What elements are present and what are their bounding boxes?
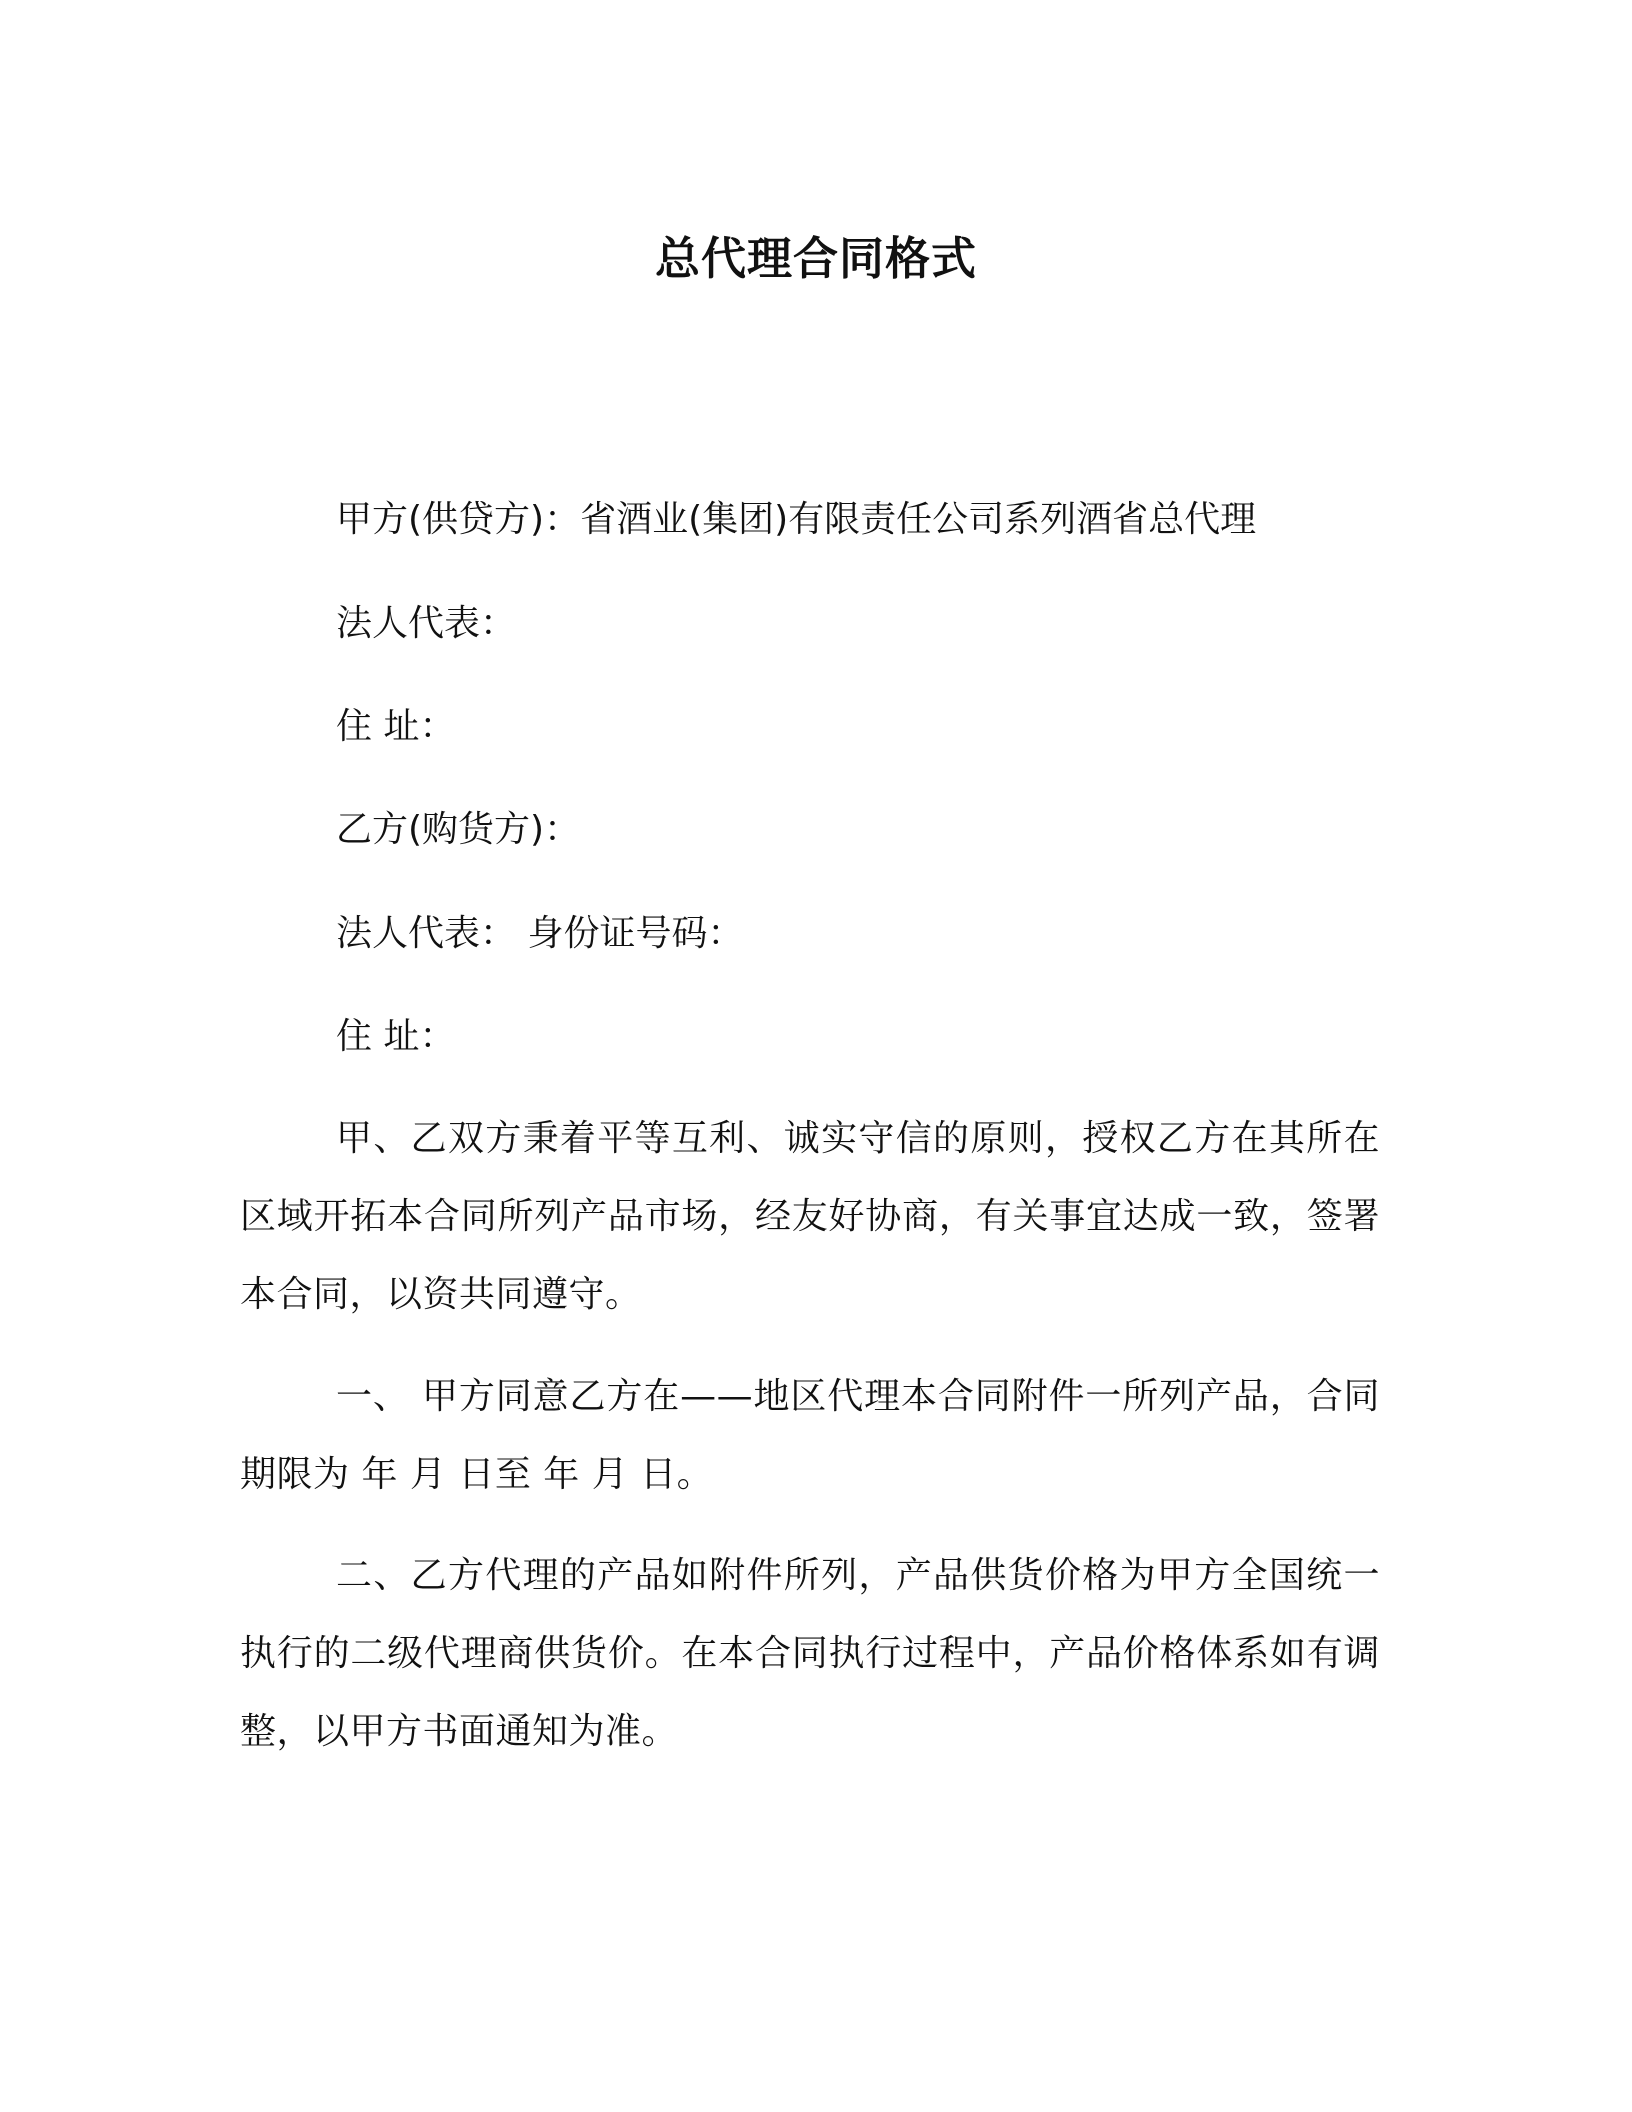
party-b-legal-rep-line: 法人代表： 身份证号码： xyxy=(336,913,744,954)
clause-1-paragraph: 一、 甲方同意乙方在——地区代理本合同附件一所列产品，合同期限为 年 月 日至 年 月 日。 xyxy=(240,1376,1380,1495)
party-b-line: 乙方(购货方)： xyxy=(336,809,581,850)
preamble-paragraph: 甲、乙双方秉着平等互利、诚实守信的原则，授权乙方在其所在区域开拓本合同所列产品市场，经友好协商，有关事宜达成一致，签署本合同，以资共同遵守。 xyxy=(240,1118,1380,1315)
clause-2-paragraph: 二、乙方代理的产品如附件所列，产品供货价格为甲方全国统一执行的二级代理商供货价。在本合同执行过程中，产品价格体系如有调整，以甲方书面通知为准。 xyxy=(240,1555,1380,1752)
party-a-line: 甲方(供贷方)：省酒业(集团)有限责任公司系列酒省总代理 xyxy=(336,499,1257,540)
party-b-address-line: 住 址： xyxy=(336,1016,456,1057)
document-title: 总代理合同格式 xyxy=(654,232,977,285)
party-a-address-line: 住 址： xyxy=(336,706,456,747)
party-a-legal-rep-line: 法人代表： xyxy=(336,603,517,644)
